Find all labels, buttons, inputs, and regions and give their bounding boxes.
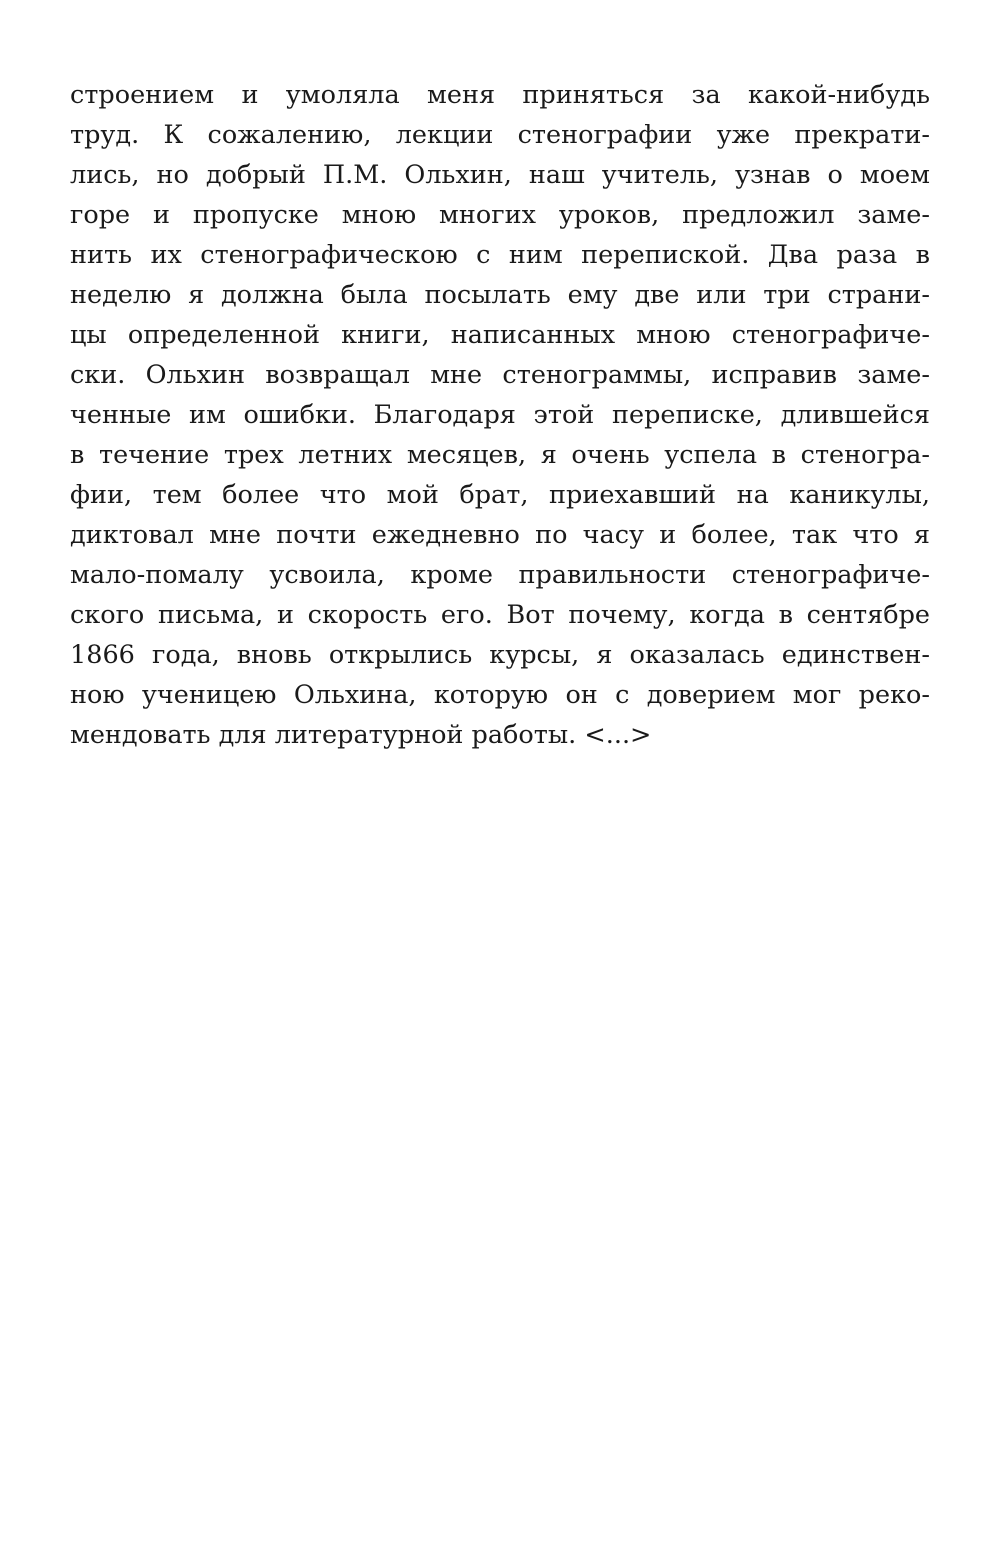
text-line: лись, но добрый П.М. Ольхин, наш учитель, узнав о моем — [70, 160, 930, 190]
text-line: диктовал мне почти ежедневно по часу и более, так что я — [70, 520, 930, 550]
text-line: ченные им ошибки. Благодаря этой переписке, длившейся — [70, 400, 930, 430]
text-line: нить их стенографическою с ним перепиской. Два раза в — [70, 240, 930, 270]
text-line: ски. Ольхин возвращал мне стенограммы, исправив заме- — [70, 360, 930, 390]
text-line: ского письма, и скорость его. Вот почему, когда в сентябре — [70, 600, 930, 630]
text-line: мало-помалу усвоила, кроме правильности стенографиче- — [70, 560, 930, 590]
text-line-last: мендовать для литературной работы. <...> — [70, 720, 652, 750]
text-line: ною ученицею Ольхина, которую он с доверием мог реко- — [70, 680, 930, 710]
text-line: труд. К сожалению, лекции стенографии уже прекрати- — [70, 120, 930, 150]
text-line: в течение трех летних месяцев, я очень успела в стеногра- — [70, 440, 930, 470]
text-line: неделю я должна была посылать ему две или три страни- — [70, 280, 930, 310]
text-line: строением и умоляла меня приняться за какой-нибудь — [70, 80, 930, 110]
text-line: горе и пропуске мною многих уроков, предложил заме- — [70, 200, 930, 230]
body-paragraph — [70, 75, 930, 755]
text-line: цы определенной книги, написанных мною стенографиче- — [70, 320, 930, 350]
text-line: 1866 года, вновь открылись курсы, я оказалась единствен- — [70, 640, 930, 670]
text-line: фии, тем более что мой брат, приехавший на каникулы, — [70, 480, 930, 510]
